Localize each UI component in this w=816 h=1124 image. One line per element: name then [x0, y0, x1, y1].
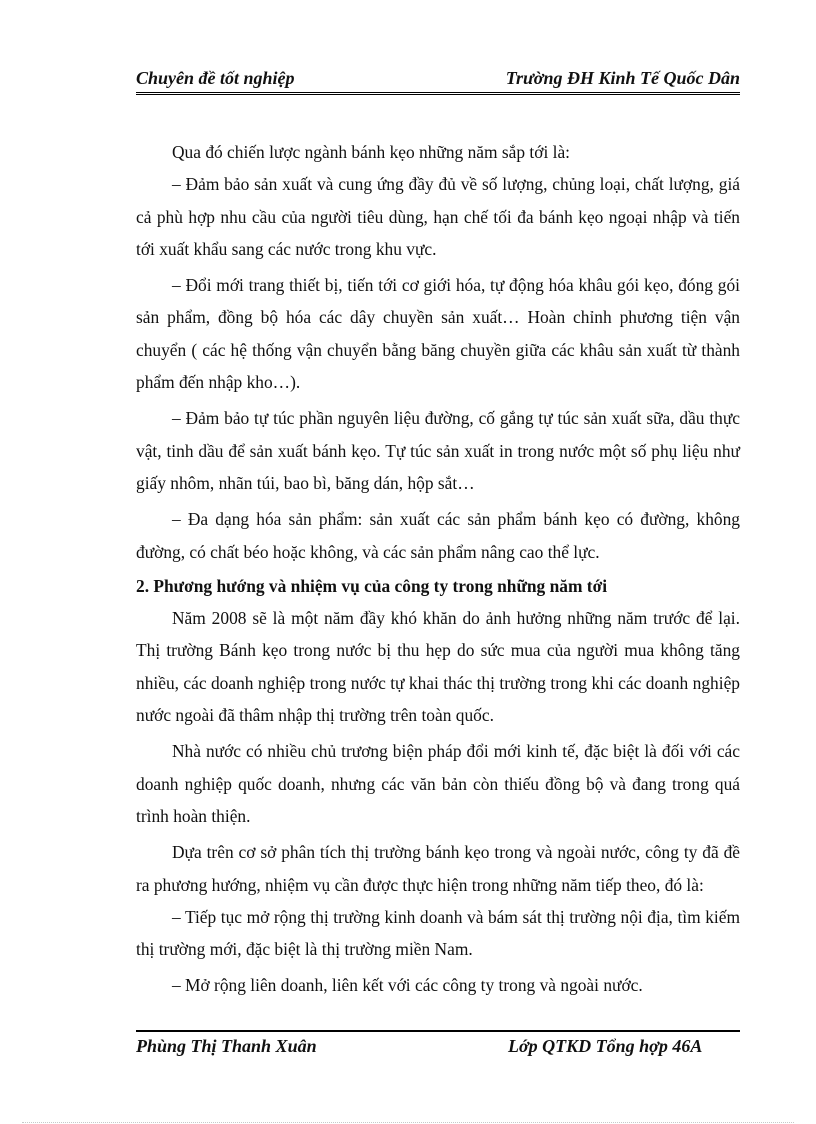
strategy-item-4: – Đa dạng hóa sản phẩm: sản xuất các sản phẩm bánh kẹo có đường, không đường, có chất béo hoặc không, và các sản phẩm nâng cao thể lực.	[136, 509, 740, 562]
paragraph-2: Nhà nước có nhiều chủ trương biện pháp đổi mới kinh tế, đặc biệt là đối với các doanh nghiệp quốc doanh, nhưng các văn bản còn thiếu đồng bộ và đang trong quá trình hoàn thiện.	[136, 741, 740, 826]
task-item-2: – Mở rộng liên doanh, liên kết với các công ty trong và ngoài nước.	[172, 975, 643, 996]
strategy-item-2: – Đổi mới trang thiết bị, tiến tới cơ giới hóa, tự động hóa khâu gói kẹo, đóng gói sản phẩm, đồng bộ hóa các dây chuyền sản xuất… Hoàn chỉnh phương tiện vận chuyển ( các hệ thống vận chuyển bằng băng chuyền giữa các khâu sản xuất từ thành phẩm đến nhập kho…).	[136, 275, 740, 393]
paragraph-3: Dựa trên cơ sở phân tích thị trường bánh kẹo trong và ngoài nước, công ty đã đề ra phương hướng, nhiệm vụ cần được thực hiện trong những năm tiếp theo, đó là:	[136, 842, 740, 895]
header-right-title: Trường ĐH Kinh Tế Quốc Dân	[505, 68, 740, 88]
header-left-title: Chuyên đề tốt nghiệp	[136, 68, 295, 88]
page-header	[136, 68, 740, 95]
page-footer	[136, 1030, 740, 1056]
footer-class: Lớp QTKD Tổng hợp 46A	[508, 1036, 703, 1056]
intro-paragraph: Qua đó chiến lược ngành bánh kẹo những năm sắp tới là:	[172, 142, 571, 162]
section-heading: 2. Phương hướng và nhiệm vụ của công ty trong những năm tới	[136, 575, 608, 596]
page-content	[136, 136, 740, 1002]
paragraph-1: Năm 2008 sẽ là một năm đầy khó khăn do ảnh hưởng những năm trước để lại. Thị trường Bánh kẹo trong nước bị thu hẹp do sức mua của người mua không tăng nhiều, các doanh nghiệp trong nước tự khai thác thị trường trong khi các doanh nghiệp nước ngoài đã thâm nhập thị trường trên toàn quốc.	[136, 608, 740, 726]
strategy-item-1: – Đảm bảo sản xuất và cung ứng đầy đủ về số lượng, chủng loại, chất lượng, giá cả phù hợp nhu cầu của người tiêu dùng, hạn chế tối đa bánh kẹo ngoại nhập và tiến tới xuất khẩu sang các nước trong khu vực.	[136, 174, 740, 259]
strategy-item-3: – Đảm bảo tự túc phần nguyên liệu đường, cố gắng tự túc sản xuất sữa, dầu thực vật, tinh dầu để sản xuất bánh kẹo. Tự túc sản xuất in trong nước một số phụ liệu như giấy nhôm, nhãn túi, bao bì, băng dán, hộp sắt…	[136, 408, 740, 493]
footer-author: Phùng Thị Thanh Xuân	[136, 1036, 317, 1056]
task-item-1: – Tiếp tục mở rộng thị trường kinh doanh và bám sát thị trường nội địa, tìm kiếm thị trường mới, đặc biệt là thị trường miền Nam.	[136, 906, 740, 960]
